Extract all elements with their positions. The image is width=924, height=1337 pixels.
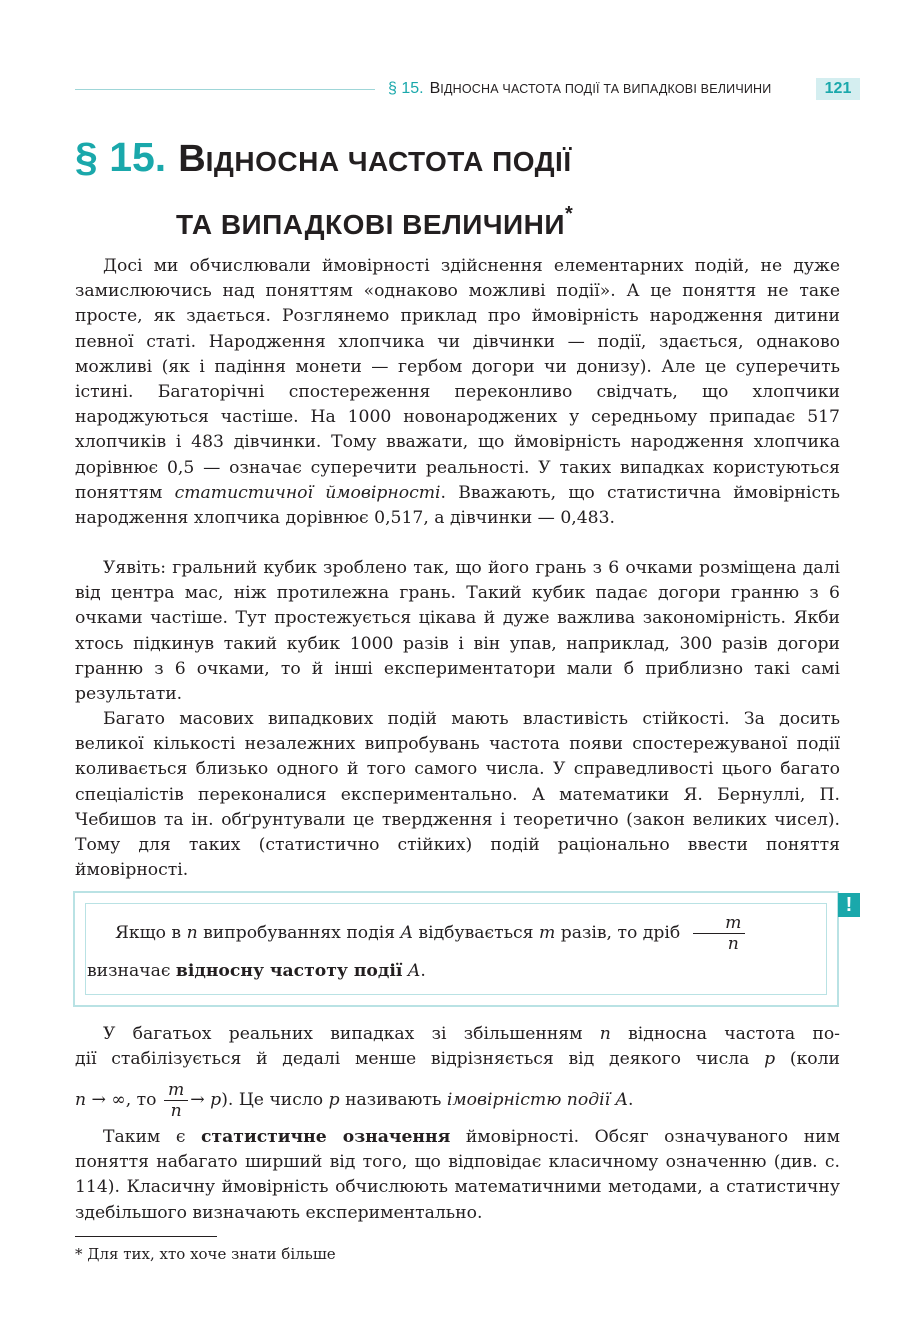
paragraph-3: [75, 707, 840, 883]
def-text: .: [420, 961, 426, 981]
title-cap: В: [178, 138, 206, 180]
def-var-a: A: [400, 923, 413, 943]
p5-text: Таким є: [103, 1127, 202, 1147]
p4-text: дії стабілізується й дедалі менше відрізняється від деякого числа: [75, 1049, 765, 1070]
def-text: разів, то дріб: [555, 923, 681, 943]
def-fraction-denominator: n: [727, 934, 739, 954]
p4-arrow: →: [190, 1090, 211, 1111]
paragraph-1: [75, 254, 840, 531]
paragraph-4: [75, 1022, 840, 1122]
p4-text: .: [627, 1090, 634, 1111]
title-section-mark: § 15.: [75, 134, 167, 180]
definition-box: [73, 891, 839, 1007]
def-text: Якщо в: [115, 923, 187, 943]
p4-limit: → ∞, то: [86, 1090, 162, 1111]
exclamation-icon: !: [838, 893, 860, 917]
p5-term: статистичне означення: [201, 1127, 451, 1147]
title-footnote-mark: *: [564, 203, 573, 225]
section-title: [75, 134, 573, 250]
p4-text: (коли: [775, 1049, 841, 1070]
p1-term: статистичної ймовірності: [174, 482, 441, 503]
def-text: відбувається: [412, 923, 539, 943]
def-term: відносну частоту події: [175, 961, 403, 981]
running-head-section: § 15.: [388, 80, 424, 97]
header-rule: [75, 89, 375, 90]
running-head: [388, 79, 771, 101]
p4-text: відносна частота по-: [610, 1024, 840, 1044]
p4-term: імовірністю події A: [446, 1090, 628, 1111]
def-var-n: n: [186, 923, 198, 943]
p4-var-p: p: [210, 1090, 222, 1111]
p4-fraction-numerator: m: [164, 1080, 188, 1101]
p5-text: ймовірності. Обсяг означуваного ним поняття набагато ширший від того, що відповідає класичному означенню (див. с. 114). Класичну ймовірність обчислюють математичними методами, а статистичну здебільшого визначають експериментально.: [75, 1127, 840, 1223]
p1-text: Досі ми обчислювали ймовірності здійснення елементарних подій, не дуже замислюючись над поняттям «однаково можливі події». А це поняття не таке просте, як здається. Розглянемо приклад про ймовірність народження дитини певної статі. Народження хлопчика чи дівчинки — події, здається, однаково можливі (як і падіння монети — гербом догори чи донизу). Але це суперечить істині. Багаторічні спостереження переконливо свідчать, що хлопчики народжуються частіше. На 1000 новонароджених у середньому припадає 517 хлопчиків і 483 дівчинки. Тому вважати, що ймовірність народження хлопчика дорівнює 0,5 — означає суперечити реальності. У таких випадках користуються поняттям: [75, 256, 840, 503]
p4-var-n: n: [599, 1024, 611, 1044]
p1-text-end: . Вважають, що статистична ймовірність народження хлопчика дорівнює 0,517, а дівчинки — 0,483.: [75, 482, 840, 529]
title-line1: ІДНОСНА ЧАСТОТА ПОДІЇ: [205, 146, 572, 177]
p4-fraction-denominator: n: [170, 1101, 182, 1122]
p4-var-n: n: [75, 1090, 87, 1111]
footnote: * Для тих, хто хоче знати більше: [75, 1245, 336, 1263]
running-head-title: ІДНОСНА ЧАСТОТА ПОДІЇ ТА ВИПАДКОВІ ВЕЛИЧИНИ: [440, 82, 772, 96]
title-line2: ТА ВИПАДКОВІ ВЕЛИЧИНИ: [176, 209, 565, 240]
p4-text: ). Це число: [221, 1090, 329, 1111]
definition-text: [87, 913, 807, 988]
p4-text: У багатьох реальних випадках зі збільшенням: [103, 1024, 600, 1044]
p4-var-p: p: [764, 1049, 776, 1070]
paragraph-2: [75, 556, 840, 707]
p4-text: називають: [339, 1090, 447, 1111]
def-fraction: [693, 913, 745, 954]
p3-text: Багато масових випадкових подій мають властивість стійкості. За досить великої кількості незалежних випробувань частота появи спостережуваної події коливається близько одного й того самого числа. У справедливості цього багато спеціалістів переконалися експериментально. А математики Я. Бернуллі, П. Чебишов та ін. обґрунтували це твердження і теоретично (закон великих чисел). Тому для таких (статистично стійких) подій раціонально ввести поняття ймовірності.: [75, 709, 840, 881]
p4-fraction: [164, 1080, 188, 1121]
page-number: 121: [816, 78, 860, 100]
running-head-cap: В: [429, 80, 441, 97]
def-var-m: m: [538, 923, 556, 943]
def-var-a: A: [407, 961, 421, 981]
def-fraction-numerator: m: [693, 913, 745, 934]
paragraph-5: [75, 1125, 840, 1226]
p4-var-p: p: [328, 1090, 340, 1111]
footnote-rule: [75, 1236, 217, 1237]
p2-text: Уявіть: гральний кубик зроблено так, що його грань з 6 очками розміщена далі від центра мас, ніж протилежна грань. Такий кубик падає догори гранню з 6 очками частіше. Тут простежується цікава й дуже важлива закономірність. Якби хтось підкинув такий кубик 1000 разів і він упав, наприклад, 300 разів догори гранню з 6 очками, то й інші експериментатори мали б приблизно такі самі результати.: [75, 558, 840, 705]
def-text: визначає: [87, 961, 176, 981]
def-text: випробуваннях подія: [197, 923, 401, 943]
